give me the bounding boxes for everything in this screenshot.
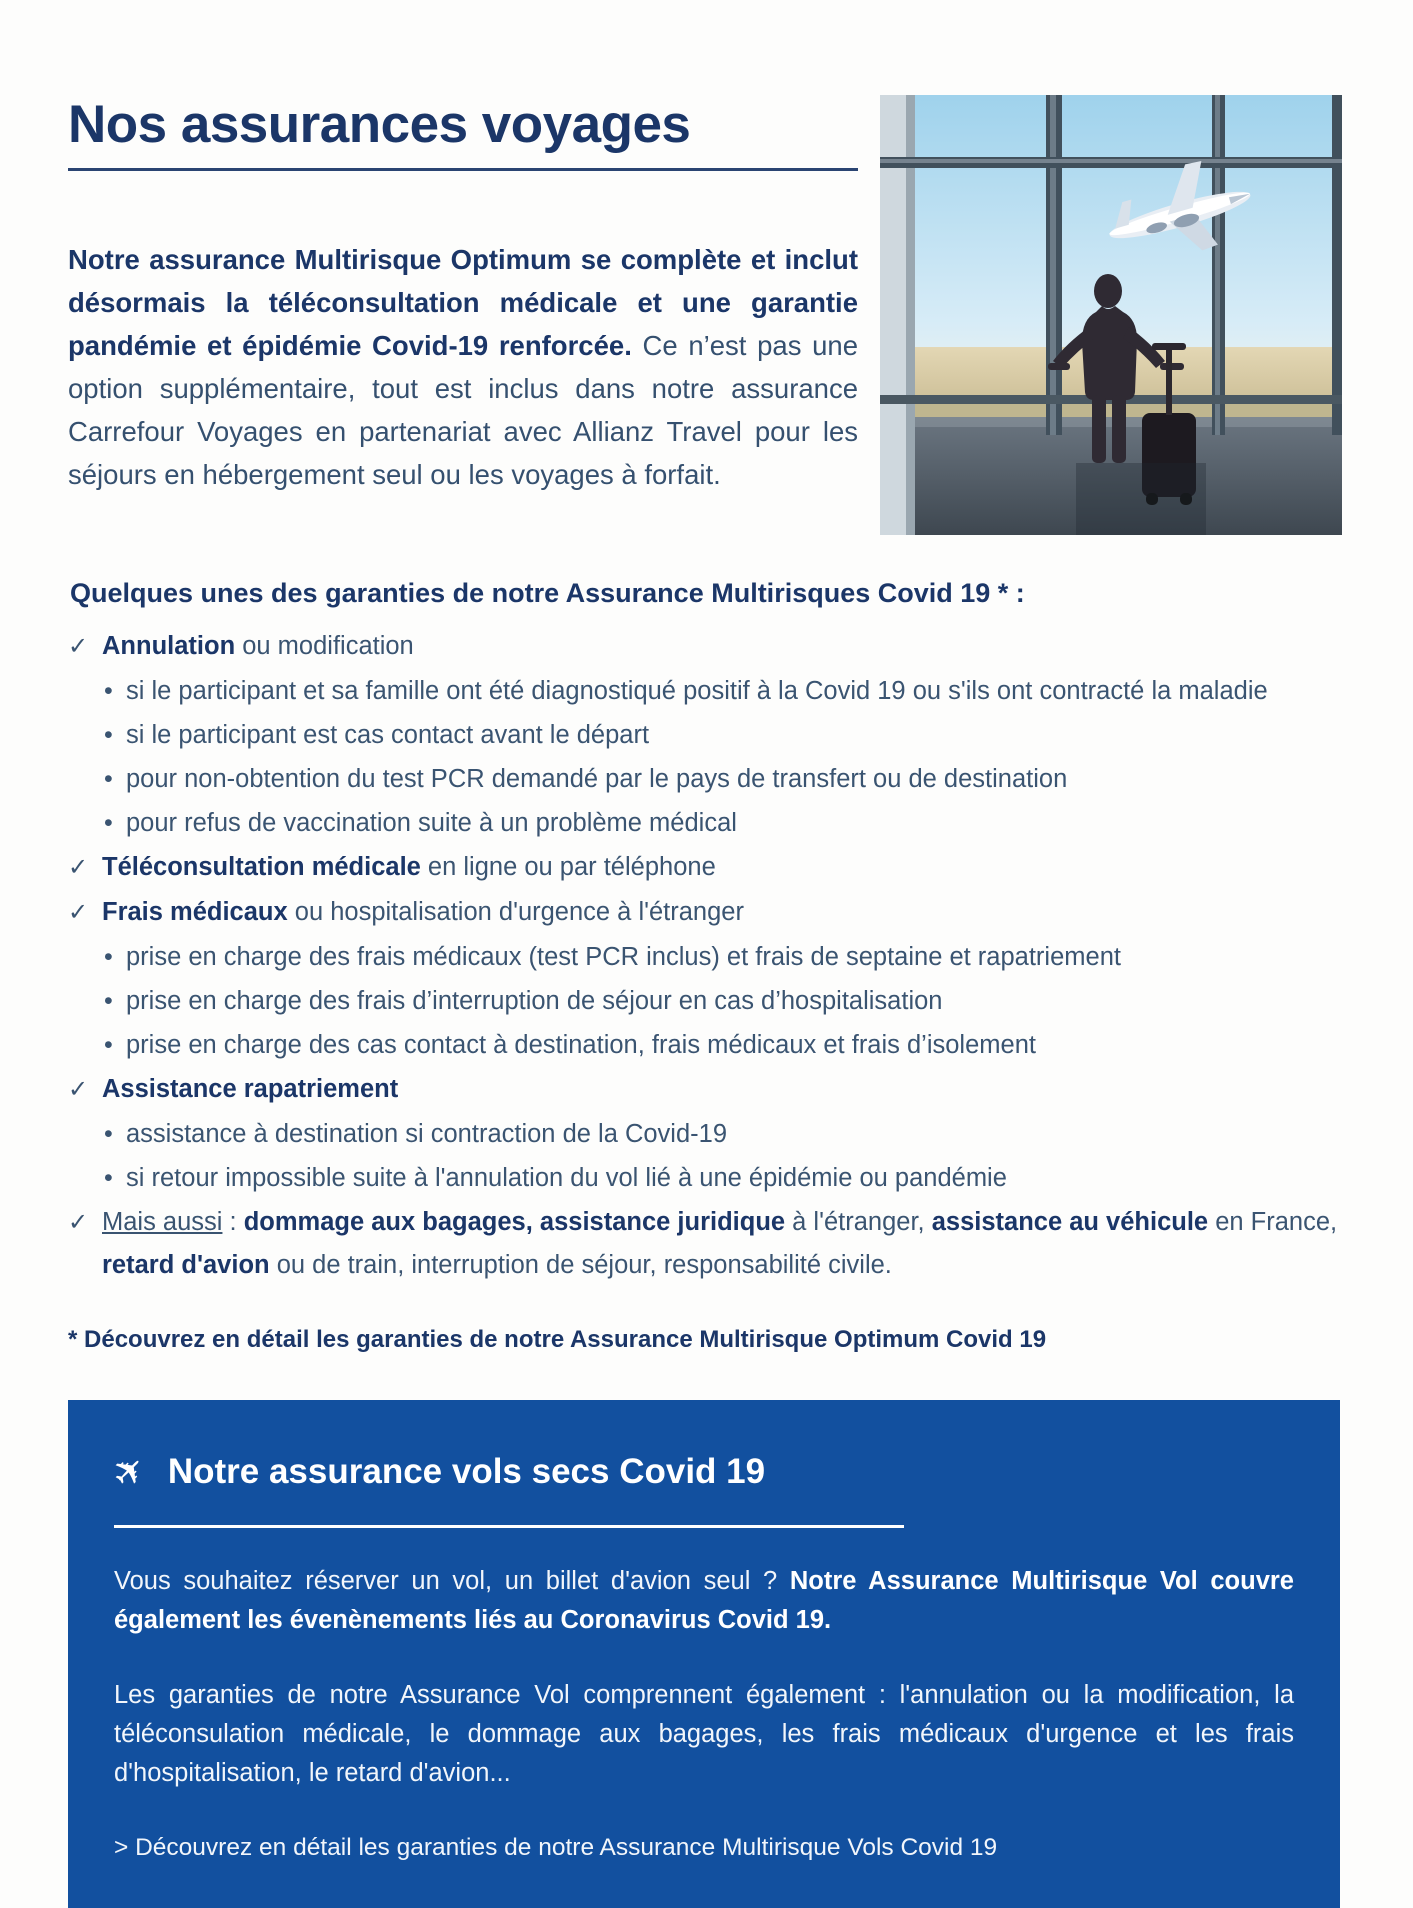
mais-aussi-bold-1: dommage aux bagages, assistance juridique — [243, 1208, 786, 1236]
list-subitem-label: prise en charge des frais d’interruption de séjour en cas d’hospitalisation — [126, 987, 943, 1015]
flight-insurance-panel — [68, 1400, 1340, 1908]
panel-title: Notre assurance vols secs Covid 19 — [167, 1452, 766, 1491]
list-subitem — [104, 670, 1348, 713]
list-item-label — [102, 1201, 1348, 1287]
list-subitem-label: prise en charge des cas contact à destination, frais médicaux et frais d’isolement — [126, 1031, 1036, 1059]
panel-paragraph-1-plain: Vous souhaitez réserver un vol, un billet d'avion seul ? — [114, 1567, 790, 1595]
list-subitem-label: pour refus de vaccination suite à un problème médical — [126, 809, 737, 837]
bullet-icon: • — [104, 1164, 113, 1192]
list-item — [68, 846, 1348, 889]
list-item-label — [102, 1068, 1348, 1111]
intro-paragraph — [68, 238, 858, 496]
bullet-icon: • — [104, 677, 113, 705]
bullet-icon: • — [104, 943, 113, 971]
list-subitem — [104, 802, 1348, 845]
panel-divider-rule — [114, 1525, 904, 1528]
bullet-icon: • — [104, 809, 113, 837]
mais-aussi-text-6: ou de train, interruption de séjour, responsabilité civile. — [269, 1251, 892, 1279]
bullet-icon: • — [104, 765, 113, 793]
list-subitem — [104, 714, 1348, 757]
mais-aussi-colon: : — [222, 1208, 244, 1236]
list-item-mais-aussi — [68, 1201, 1348, 1287]
list-item-label — [102, 846, 1348, 889]
check-icon: ✓ — [68, 1209, 89, 1236]
check-icon: ✓ — [68, 899, 89, 926]
list-item-bold: Annulation — [102, 632, 236, 660]
bullet-icon: • — [104, 987, 113, 1015]
panel-paragraph-1-bold: Notre Assurance Multirisque Vol couvre également les évenènements liés au Coronavirus Covid 19. — [114, 1567, 1294, 1634]
list-item-bold: Téléconsultation médicale — [102, 853, 421, 881]
list-subitem-label: pour non-obtention du test PCR demandé par le pays de transfert ou de destination — [126, 765, 1068, 793]
photo-illustration — [880, 95, 1342, 535]
list-item — [68, 1068, 1348, 1111]
guarantees-heading: Quelques unes des garanties de notre Assurance Multirisques Covid 19 * : — [70, 578, 1025, 608]
panel-paragraph-1 — [114, 1562, 1294, 1640]
list-subitem — [104, 980, 1348, 1023]
title-underline-rule — [68, 168, 858, 171]
check-icon: ✓ — [68, 1076, 89, 1103]
intro-regular-text: Ce n’est pas une option supplémentaire, tout est inclus dans notre assurance Carrefour Voyages en partenariat avec Allianz Travel pour les séjours en hébergement seul ou les voyages à forfait. — [68, 330, 858, 490]
mais-aussi-text-4: en France, — [1208, 1208, 1338, 1236]
mais-aussi-bold-5: retard d'avion — [102, 1251, 270, 1279]
list-item-rest: ou hospitalisation d'urgence à l'étranger — [287, 898, 744, 926]
mais-aussi-underlined: Mais aussi — [102, 1208, 223, 1236]
list-item-bold: Assistance rapatriement — [102, 1075, 399, 1103]
check-icon: ✓ — [68, 633, 89, 660]
list-item-rest: ou modification — [235, 632, 414, 660]
list-subitem — [104, 1024, 1348, 1067]
mais-aussi-text-2: à l'étranger, — [785, 1208, 932, 1236]
list-item-rest: en ligne ou par téléphone — [420, 853, 716, 881]
list-item-label — [102, 891, 1348, 934]
list-subitem — [104, 1157, 1348, 1200]
bullet-icon: • — [104, 1120, 113, 1148]
list-subitem — [104, 936, 1348, 979]
mais-aussi-bold-3: assistance au véhicule — [931, 1208, 1209, 1236]
airplane-icon: ✈ — [103, 1445, 157, 1499]
bullet-icon: • — [104, 1031, 113, 1059]
list-subitem-label: si le participant et sa famille ont été diagnostiqué positif à la Covid 19 ou s'ils ont contracté la maladie — [126, 677, 1268, 705]
page-title: Nos assurances voyages — [68, 95, 691, 154]
list-item-bold: Frais médicaux — [102, 898, 288, 926]
list-item-label — [102, 625, 1348, 668]
list-subitem — [104, 1113, 1348, 1156]
airport-traveller-photo — [880, 95, 1342, 535]
list-subitem-label: prise en charge des frais médicaux (test PCR inclus) et frais de septaine et rapatriement — [126, 943, 1121, 971]
list-subitem-label: assistance à destination si contraction de la Covid-19 — [126, 1120, 728, 1148]
list-subitem-label: si le participant est cas contact avant le départ — [126, 721, 650, 749]
panel-title-row — [103, 1445, 1294, 1499]
guarantees-footnote[interactable]: * Découvrez en détail les garanties de notre Assurance Multirisque Optimum Covid 19 — [68, 1326, 1047, 1353]
check-icon: ✓ — [68, 854, 89, 881]
list-subitem — [104, 758, 1348, 801]
list-subitem-label: si retour impossible suite à l'annulation du vol lié à une épidémie ou pandémie — [126, 1164, 1007, 1192]
panel-paragraph-2: Les garanties de notre Assurance Vol comprennent également : l'annulation ou la modification, la téléconsulation médicale, le dommage aux bagages, les frais médicaux d'urgence et les frais d'hospitalisation, le retard d'avion... — [114, 1681, 1294, 1787]
list-item — [68, 891, 1348, 934]
bullet-icon: • — [104, 721, 113, 749]
list-item — [68, 625, 1348, 668]
page-header — [68, 96, 878, 171]
panel-discover-link[interactable]: > Découvrez en détail les garanties de notre Assurance Multirisque Vols Covid 19 — [114, 1834, 998, 1861]
guarantees-list — [68, 625, 1348, 1289]
intro-bold-text: Notre assurance Multirisque Optimum se complète et inclut désormais la téléconsultation médicale et une garantie pandémie et épidémie Covid-19 renforcée. — [68, 244, 858, 361]
